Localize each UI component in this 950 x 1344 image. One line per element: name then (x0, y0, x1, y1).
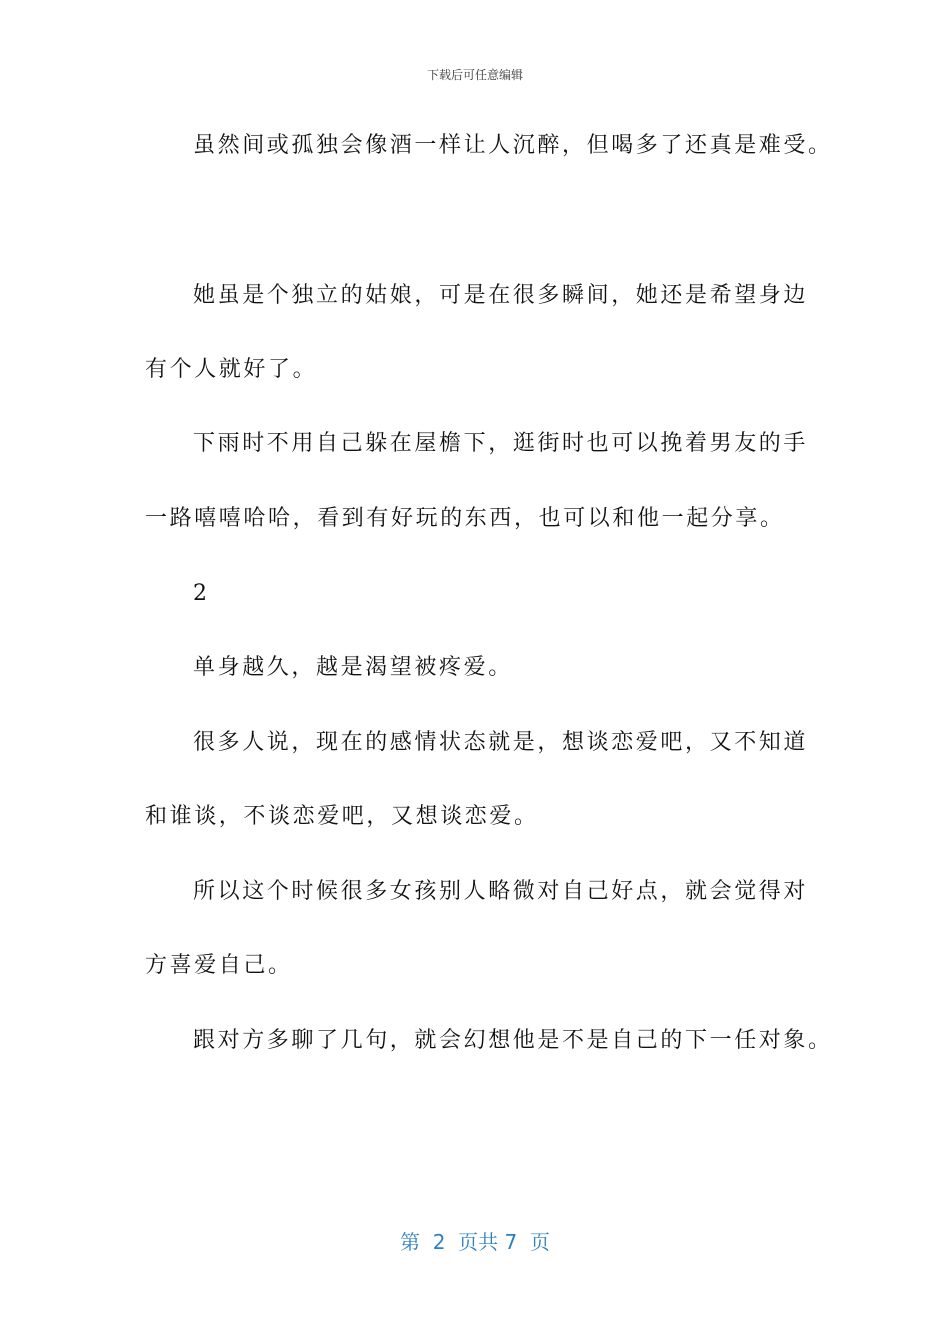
paragraph-line-11: 方喜爱自己。 (145, 953, 293, 978)
page-number-footer: 第 2 页共 7 页 (400, 1230, 550, 1254)
section-number: 2 (193, 581, 210, 606)
paragraph-line-10: 所以这个时候很多女孩别人略微对自己好点，就会觉得对 (193, 879, 809, 904)
paragraph-line-5: 一路嘻嘻哈哈，看到有好玩的东西，也可以和他一起分享。 (145, 506, 785, 531)
paragraph-line-1: 虽然间或孤独会像酒一样让人沉醉，但喝多了还真是难受。 (193, 133, 833, 158)
paragraph-line-9: 和谁谈，不谈恋爱吧，又想谈恋爱。 (145, 804, 539, 829)
paragraph-line-8: 很多人说，现在的感情状态就是，想谈恋爱吧，又不知道 (193, 730, 809, 755)
paragraph-line-3: 有个人就好了。 (145, 357, 318, 382)
paragraph-line-7: 单身越久，越是渴望被疼爱。 (193, 655, 513, 680)
header-note: 下载后可任意编辑 (426, 68, 523, 82)
paragraph-line-12: 跟对方多聊了几句，就会幻想他是不是自己的下一任对象。 (193, 1028, 833, 1053)
paragraph-line-2: 她虽是个独立的姑娘，可是在很多瞬间，她还是希望身边 (193, 283, 809, 308)
paragraph-line-4: 下雨时不用自己躲在屋檐下，逛街时也可以挽着男友的手 (193, 431, 809, 456)
